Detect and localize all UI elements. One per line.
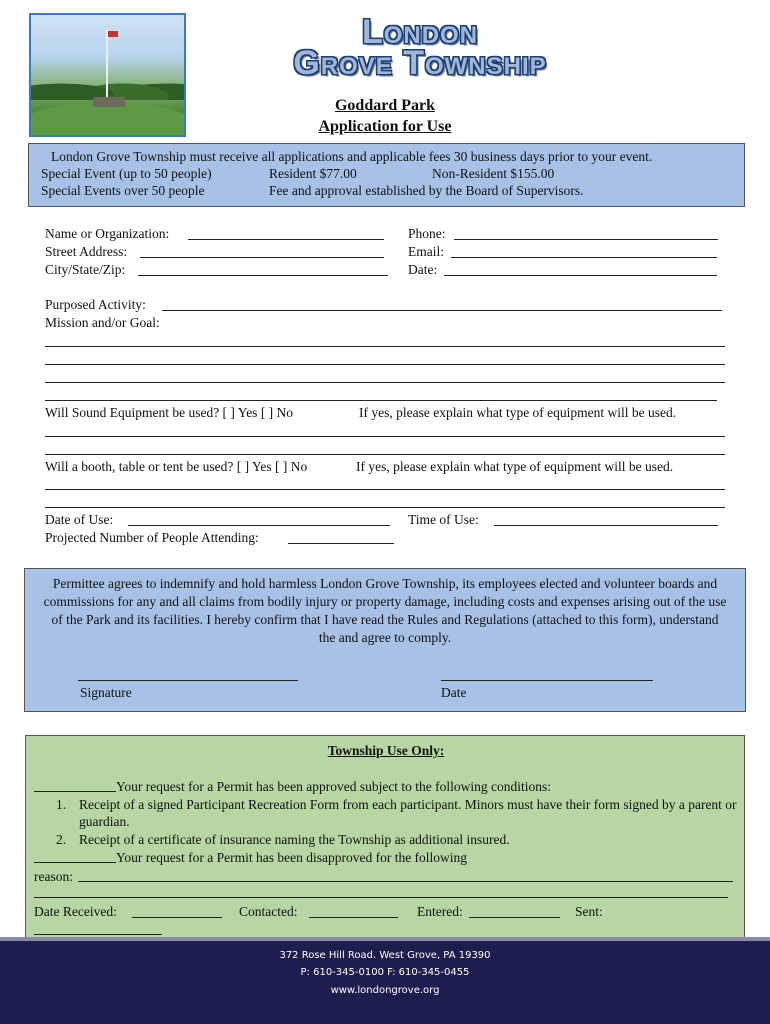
- signature-label: Signature: [80, 685, 132, 700]
- approved-mark-field[interactable]: [34, 791, 116, 792]
- email-label: Email:: [408, 244, 444, 259]
- form-title: [235, 95, 535, 137]
- date-received-field[interactable]: [132, 917, 222, 918]
- condition-number: 2.: [56, 832, 67, 847]
- time-of-use-field[interactable]: [494, 525, 718, 526]
- mission-line[interactable]: [45, 382, 725, 383]
- date-of-use-field[interactable]: [128, 525, 390, 526]
- fees-box: [28, 143, 745, 207]
- name-field[interactable]: [188, 239, 384, 240]
- agreement-date-label: Date: [441, 685, 467, 700]
- agreement-box: [24, 568, 746, 712]
- entered-field[interactable]: [469, 917, 560, 918]
- booth-explain-line[interactable]: [45, 489, 725, 490]
- park-sign-graphic: [93, 97, 125, 107]
- sound-question[interactable]: Will Sound Equipment be used? [ ] Yes [ ] No: [45, 405, 294, 420]
- email-field[interactable]: [451, 257, 717, 258]
- title-park: Goddard Park: [334, 97, 435, 114]
- date-received-label: Date Received:: [34, 904, 117, 919]
- city-field[interactable]: [138, 275, 388, 276]
- special-event-small: Special Event (up to 50 people): [41, 166, 212, 181]
- date-field[interactable]: [444, 275, 717, 276]
- township-use-box: [25, 735, 745, 941]
- approved-text: Your request for a Permit has been approved subject to the following conditions:: [116, 779, 552, 794]
- disapproved-text: Your request for a Permit has been disapproved for the following: [116, 850, 468, 865]
- mission-line[interactable]: [45, 400, 717, 401]
- condition-1: Receipt of a signed Participant Recreation Form from each participant. Minors must have their form signed by a parent or guardian.: [79, 797, 737, 829]
- agreement-text: Permittee agrees to indemnify and hold harmless London Grove Township, its employees elected and volunteer boards and commissions for any and all claims from bodily injury or property damage, including costs and expenses arising out of the use of the Park and its facilities. I hereby confirm that I have read the Rules and Regulations (attached to this form), understand the and agree to comply.: [43, 576, 727, 645]
- name-label: Name or Organization:: [45, 226, 170, 241]
- sent-label: Sent:: [575, 904, 603, 919]
- sound-explain-line[interactable]: [45, 454, 725, 455]
- people-field[interactable]: [288, 543, 394, 544]
- street-field[interactable]: [140, 257, 384, 258]
- phone-field[interactable]: [454, 239, 718, 240]
- footer-phone: P: 610-345-0100 F: 610-345-0455: [300, 967, 470, 978]
- street-label: Street Address:: [45, 244, 128, 259]
- logo-line2: Grove Township: [293, 44, 547, 82]
- nonresident-fee: Non-Resident $155.00: [432, 166, 555, 181]
- sound-explain-line[interactable]: [45, 436, 725, 437]
- contacted-label: Contacted:: [239, 904, 298, 919]
- intro-line: London Grove Township must receive all applications and applicable fees 30 business days prior to your event.: [51, 149, 653, 164]
- reason-line[interactable]: [34, 897, 728, 898]
- disapproved-mark-field[interactable]: [34, 862, 116, 863]
- reason-label: reason:: [34, 869, 73, 884]
- city-label: City/State/Zip:: [45, 262, 126, 277]
- date-of-use-label: Date of Use:: [45, 512, 114, 527]
- entered-label: Entered:: [417, 904, 463, 919]
- booth-question[interactable]: Will a booth, table or tent be used? [ ] Yes [ ] No: [45, 459, 308, 474]
- resident-fee: Resident $77.00: [269, 166, 357, 181]
- activity-label: Purposed Activity:: [45, 297, 146, 312]
- footer: [0, 941, 770, 1024]
- people-label: Projected Number of People Attending:: [45, 530, 259, 545]
- mission-label: Mission and/or Goal:: [45, 315, 160, 330]
- time-of-use-label: Time of Use:: [408, 512, 479, 527]
- flag-icon: [108, 31, 118, 37]
- township-heading: Township Use Only:: [327, 743, 445, 758]
- logo-line1: London: [361, 13, 479, 51]
- flagpole-graphic: [106, 29, 108, 99]
- reason-field[interactable]: [78, 881, 733, 882]
- booth-explain-label: If yes, please explain what type of equipment will be used.: [356, 459, 674, 474]
- phone-label: Phone:: [408, 226, 446, 241]
- date-label: Date:: [408, 262, 438, 277]
- agreement-date-field[interactable]: [441, 680, 653, 681]
- fee-approval-note: Fee and approval established by the Board of Supervisors.: [269, 183, 584, 198]
- mission-line[interactable]: [45, 346, 725, 347]
- contacted-field[interactable]: [309, 917, 398, 918]
- sent-field[interactable]: [34, 934, 162, 935]
- condition-2: Receipt of a certificate of insurance naming the Township as additional insured.: [79, 832, 510, 847]
- sound-explain-label: If yes, please explain what type of equipment will be used.: [359, 405, 677, 420]
- footer-address: 372 Rose Hill Road. West Grove, PA 19390: [279, 950, 491, 961]
- footer-website[interactable]: www.londongrove.org: [330, 985, 440, 996]
- booth-explain-line[interactable]: [45, 507, 725, 508]
- title-application: Application for Use: [318, 118, 452, 135]
- mission-line[interactable]: [45, 364, 725, 365]
- special-event-large: Special Events over 50 people: [41, 183, 205, 198]
- grass-mound: [29, 103, 186, 137]
- activity-field[interactable]: [162, 310, 722, 311]
- park-photo: [29, 13, 186, 137]
- condition-number: 1.: [56, 797, 67, 812]
- signature-field[interactable]: [78, 680, 298, 681]
